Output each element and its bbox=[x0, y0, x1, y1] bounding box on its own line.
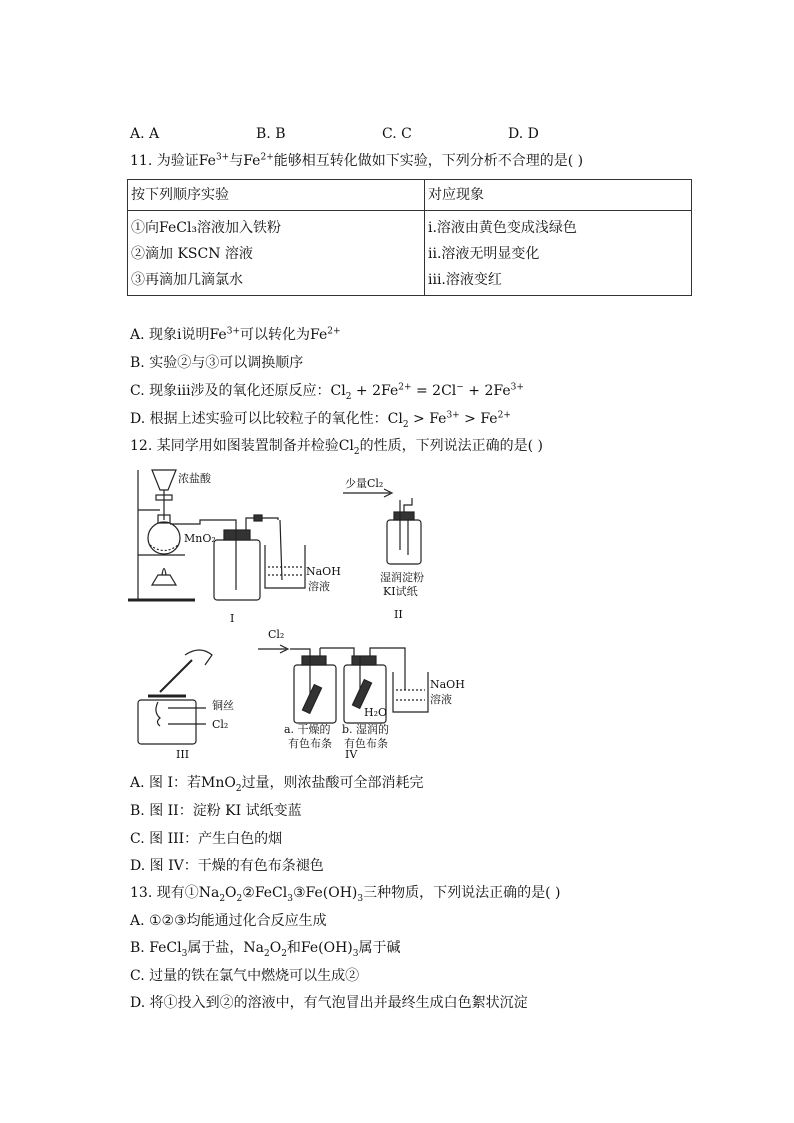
label-a-dry: a. 干燥的 bbox=[284, 723, 331, 736]
label-copper-wire: 铜丝 bbox=[212, 699, 234, 712]
wet-cloth-strip bbox=[352, 680, 371, 709]
label-apparatus-iii: III bbox=[176, 748, 190, 761]
q12-option-a: A. 图 I：若MnO$_2$过量，则浓盐酸可全部消耗完 bbox=[130, 775, 424, 794]
q10-option-d: D. D bbox=[508, 126, 539, 142]
q11-stem: 11. 为验证$Fe^{3+}$与$Fe^{2+}$能够相互转化做如下实验，下列分析不合理的是( ) bbox=[130, 152, 584, 169]
label-solution-1: 溶液 bbox=[308, 580, 330, 593]
crucible-tongs bbox=[160, 660, 192, 692]
table-cell: ③再滴加几滴氯水 bbox=[131, 272, 243, 288]
label-a-strip: 有色布条 bbox=[288, 737, 332, 750]
round-flask bbox=[148, 522, 180, 554]
dry-cloth-strip bbox=[302, 685, 321, 714]
q11-option-c: C. 现象iii涉及的氧化还原反应：$Cl_2 + 2Fe^{2+} = 2Cl^- + 2Fe^{3+}$ bbox=[130, 382, 524, 402]
label-b-strip: 有色布条 bbox=[344, 737, 388, 750]
naoh-beaker-2 bbox=[393, 672, 428, 712]
label-h2o: H₂O bbox=[364, 706, 388, 719]
table-cell: ②滴加 KSCN 溶液 bbox=[131, 246, 253, 262]
label-small-cl2: 少量Cl₂ bbox=[345, 477, 384, 490]
label-solution-2: 溶液 bbox=[430, 693, 452, 706]
q11-option-b: B. 实验②与③可以调换顺序 bbox=[130, 355, 304, 371]
label-naoh-2: NaOH bbox=[430, 678, 465, 691]
table-cell: iii.溶液变红 bbox=[428, 272, 502, 288]
gas-bottle-ii bbox=[387, 520, 421, 564]
label-cl2-iii: Cl₂ bbox=[212, 718, 229, 731]
q12-option-c: C. 图 III：产生白色的烟 bbox=[130, 831, 283, 847]
label-apparatus-iv: IV bbox=[345, 748, 358, 761]
separatory-funnel bbox=[152, 470, 176, 490]
q13-option-d: D. 将①投入到②的溶液中，有气泡冒出并最终生成白色絮状沉淀 bbox=[130, 995, 528, 1011]
q13-option-a: A. ①②③均能通过化合反应生成 bbox=[130, 913, 327, 929]
label-mno2: MnO₂ bbox=[184, 532, 216, 545]
alcohol-lamp bbox=[152, 575, 176, 585]
table-header-cell: 按下列顺序实验 bbox=[128, 180, 425, 211]
q10-option-c: C. C bbox=[382, 126, 412, 142]
table-cell: ii.溶液无明显变化 bbox=[428, 246, 540, 262]
label-b-wet: b. 湿润的 bbox=[342, 723, 390, 736]
q13-option-b: B. FeCl$_3$属于盐，$Na_2O_2$和$Fe(OH)_3$属于碱 bbox=[130, 940, 401, 959]
label-ki-paper: KI试纸 bbox=[383, 585, 418, 598]
label-apparatus-i: I bbox=[230, 612, 235, 625]
q12-option-b: B. 图 II：淀粉 KI 试纸变蓝 bbox=[130, 803, 302, 819]
label-naoh-1: NaOH bbox=[306, 565, 341, 578]
label-cl2-iv: Cl₂ bbox=[268, 628, 285, 641]
q10-option-a: A. A bbox=[130, 126, 160, 142]
q10-option-b: B. B bbox=[256, 126, 286, 142]
label-apparatus-ii: II bbox=[394, 608, 403, 621]
gas-jar-iii bbox=[138, 700, 196, 744]
table-cell: i.溶液由黄色变成浅绿色 bbox=[428, 220, 577, 236]
q13-option-c: C. 过量的铁在氯气中燃烧可以生成② bbox=[130, 968, 360, 984]
label-conc-hcl: 浓盐酸 bbox=[178, 472, 211, 485]
q12-stem: 12. 某同学用如图装置制备并检验$Cl_2$的性质，下列说法正确的是( ) bbox=[130, 438, 544, 457]
table-header-cell: 对应现象 bbox=[425, 180, 692, 211]
label-moist-starch: 湿润淀粉 bbox=[380, 571, 424, 584]
q13-stem: 13. 现有$①Na_2O_2②FeCl_3③Fe(OH)_3$三种物质，下列说法正确的是( ) bbox=[130, 885, 561, 904]
table-cell: ①向FeCl₃溶液加入铁粉 bbox=[131, 220, 282, 236]
q11-option-a: A. 现象i说明$Fe^{3+}$可以转化为$Fe^{2+}$ bbox=[130, 326, 341, 343]
copper-wire-coil bbox=[156, 702, 160, 726]
q12-option-d: D. 图 IV：干燥的有色布条褪色 bbox=[130, 858, 324, 874]
q11-option-d: D. 根据上述实验可以比较粒子的氧化性：$Cl_2 > Fe^{3+} > Fe^{2+}$ bbox=[130, 410, 511, 430]
gas-bottle-i bbox=[214, 540, 260, 600]
